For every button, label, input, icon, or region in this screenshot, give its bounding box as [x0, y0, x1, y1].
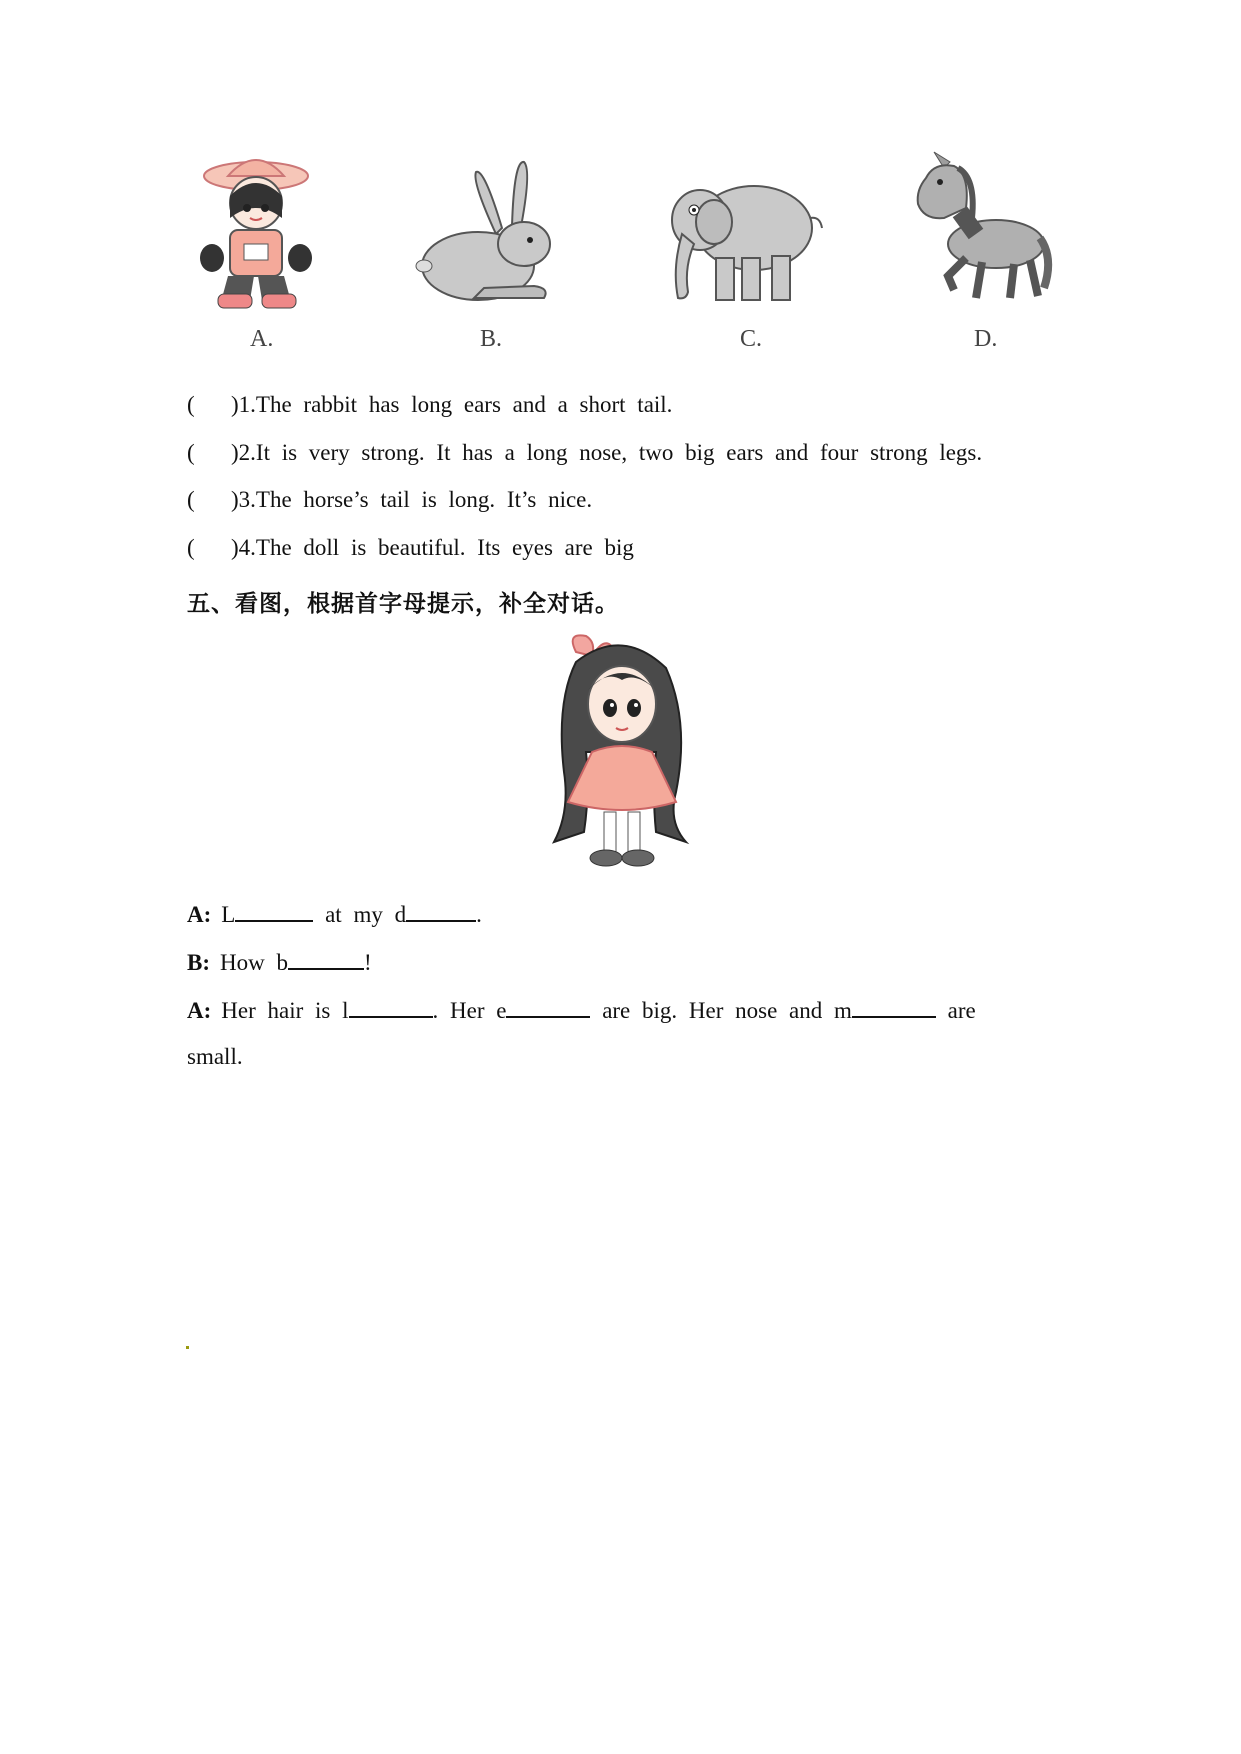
- speaker-label: A:: [187, 998, 212, 1023]
- answer-blank[interactable]: [506, 996, 590, 1018]
- answer-paren[interactable]: (: [187, 535, 195, 560]
- picture-c-label: C.: [740, 326, 763, 352]
- answer-blank[interactable]: [349, 996, 433, 1018]
- dialogue-line-1: [187, 900, 482, 928]
- question-3: [187, 487, 592, 513]
- hint-text: . Her e: [432, 998, 507, 1023]
- question-4: [187, 535, 634, 561]
- picture-a-label: A.: [250, 326, 274, 352]
- rabbit-icon: [414, 148, 564, 318]
- hint-text: are big. Her nose and m: [602, 998, 852, 1023]
- hint-text: L: [221, 902, 236, 927]
- question-text: )2.It is very strong. It has a long nose, two big ears and four strong legs.: [231, 440, 983, 465]
- question-text: )4.The doll is beautiful. Its eyes are big: [231, 535, 634, 560]
- question-1: [187, 392, 672, 418]
- horse-icon: [904, 148, 1054, 318]
- question-text: )1.The rabbit has long ears and a short tail.: [231, 392, 673, 417]
- section-title: 五、看图，根据首字母提示，补全对话。: [187, 591, 619, 617]
- doll-long-hair-icon: [536, 632, 706, 882]
- hint-text: are: [947, 998, 976, 1023]
- hint-text: How b: [220, 950, 288, 975]
- picture-d: [904, 148, 1054, 352]
- stray-mark: [186, 1346, 189, 1349]
- doll-girl-icon: [192, 148, 322, 318]
- answer-paren[interactable]: (: [187, 487, 195, 512]
- hint-text: at my d: [325, 902, 407, 927]
- answer-blank[interactable]: [852, 996, 936, 1018]
- picture-b-label: B.: [480, 326, 503, 352]
- punctuation: !: [363, 950, 372, 975]
- answer-blank[interactable]: [288, 948, 364, 970]
- question-text: )3.The horse’s tail is long. It’s nice.: [231, 487, 593, 512]
- answer-paren[interactable]: (: [187, 440, 195, 465]
- picture-a: [192, 148, 322, 352]
- dialogue-line-3: [187, 996, 976, 1024]
- speaker-label: A:: [187, 902, 212, 927]
- speaker-label: B:: [187, 950, 210, 975]
- punctuation: .: [476, 902, 482, 927]
- doll-picture: [536, 632, 706, 887]
- answer-paren[interactable]: (: [187, 392, 195, 417]
- picture-d-label: D.: [974, 326, 998, 352]
- picture-strip: [192, 148, 1054, 358]
- question-2: [187, 440, 982, 466]
- picture-b: [414, 148, 564, 352]
- dialogue-line-4: small.: [187, 1044, 243, 1069]
- answer-blank[interactable]: [406, 900, 476, 922]
- picture-c: [664, 148, 824, 352]
- hint-text: Her hair is l: [221, 998, 349, 1023]
- dialogue-line-2: [187, 948, 372, 976]
- elephant-icon: [664, 148, 824, 318]
- answer-blank[interactable]: [235, 900, 313, 922]
